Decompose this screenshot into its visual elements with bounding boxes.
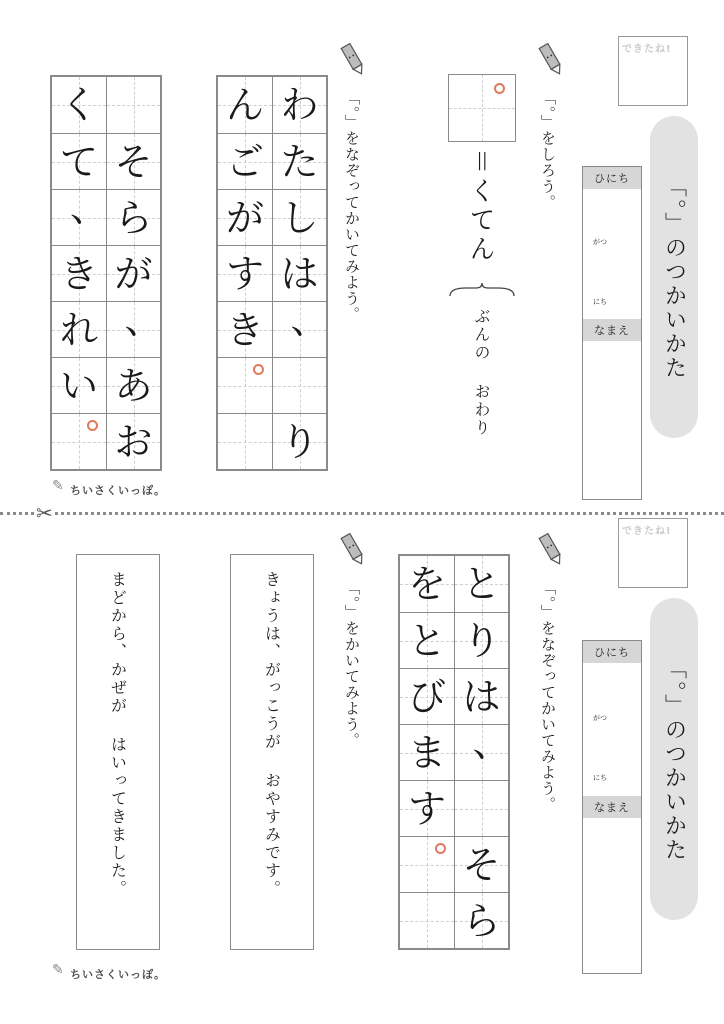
- sentence-text: きょうは、がっこうが おやすみです。: [262, 571, 282, 898]
- grid-cell[interactable]: 、: [273, 301, 326, 357]
- grid-cell[interactable]: [218, 357, 272, 413]
- grid-column: [400, 556, 454, 948]
- grid-cell[interactable]: ん: [218, 77, 272, 133]
- grid-cell[interactable]: [400, 836, 454, 892]
- grid-cell[interactable]: は: [273, 245, 326, 301]
- grid-cell[interactable]: そ: [107, 133, 160, 189]
- grid-cell[interactable]: ご: [218, 133, 272, 189]
- pencil-icon: [536, 530, 566, 568]
- grid-cell[interactable]: わ: [273, 77, 326, 133]
- info-column: [582, 166, 642, 500]
- name-header: なまえ: [583, 796, 641, 818]
- grid-cell[interactable]: り: [455, 612, 508, 668]
- title-text: 「。」のつかいかた: [661, 656, 687, 862]
- pencil-icon: ✎: [52, 962, 64, 978]
- grid-cell[interactable]: す: [218, 245, 272, 301]
- grid-cell[interactable]: が: [218, 189, 272, 245]
- date-header: ひにち: [583, 641, 641, 663]
- practice-grid: [216, 75, 328, 471]
- title-text: 「。」のつかいかた: [661, 174, 687, 380]
- done-checkbox[interactable]: [618, 36, 688, 106]
- pencil-icon: [536, 40, 566, 78]
- grid-cell[interactable]: と: [455, 556, 508, 612]
- worksheet-title: [650, 598, 698, 920]
- grid-cell[interactable]: し: [273, 189, 326, 245]
- grid-cell[interactable]: [52, 413, 106, 469]
- example-word: ＝くてん: [465, 148, 495, 264]
- grid-cell[interactable]: り: [273, 413, 326, 469]
- grid-cell[interactable]: す: [400, 780, 454, 836]
- grid-cell[interactable]: [273, 357, 326, 413]
- practice-grid: [50, 75, 162, 471]
- month-label: がつ: [593, 238, 607, 246]
- grid-cell[interactable]: を: [400, 556, 454, 612]
- brace-icon: [448, 282, 516, 298]
- grid-cell[interactable]: そ: [455, 836, 508, 892]
- grid-cell[interactable]: お: [107, 413, 160, 469]
- practice-grid: [398, 554, 510, 950]
- grid-cell[interactable]: [107, 77, 160, 133]
- info-column: [582, 640, 642, 974]
- grid-cell[interactable]: あ: [107, 357, 160, 413]
- grid-cell[interactable]: び: [400, 668, 454, 724]
- brand-logo: ちいさくいっぽ。: [70, 484, 166, 497]
- grid-cell[interactable]: [455, 780, 508, 836]
- grid-cell[interactable]: れ: [52, 301, 106, 357]
- pencil-icon: [338, 530, 368, 568]
- grid-column: [218, 77, 272, 469]
- grid-cell[interactable]: 、: [455, 724, 508, 780]
- grid-cell[interactable]: て: [52, 133, 106, 189]
- scissors-icon: ✂: [36, 501, 53, 525]
- month-label: がつ: [593, 714, 607, 722]
- grid-column: [272, 77, 329, 469]
- grid-cell[interactable]: と: [400, 612, 454, 668]
- instruction-learn: 「。」をしろう。: [539, 90, 557, 211]
- grid-column: [454, 556, 511, 948]
- brand-logo: ちいさくいっぽ。: [70, 968, 166, 981]
- done-checkbox[interactable]: [618, 518, 688, 588]
- grid-cell[interactable]: が: [107, 245, 160, 301]
- day-label: にち: [593, 774, 607, 782]
- date-header: ひにち: [583, 167, 641, 189]
- grid-cell[interactable]: い: [52, 357, 106, 413]
- writing-frame[interactable]: [76, 554, 160, 950]
- worksheet-title: [650, 116, 698, 438]
- writing-frame[interactable]: [230, 554, 314, 950]
- grid-cell[interactable]: [400, 892, 454, 948]
- instruction-write: 「。」をかいてみよう。: [343, 580, 361, 749]
- instruction-trace: 「。」をなぞってかいてみよう。: [343, 90, 361, 323]
- grid-column: [52, 77, 106, 469]
- done-label: できたね!: [622, 44, 672, 55]
- grid-cell[interactable]: ま: [400, 724, 454, 780]
- sentence-text: まどから、かぜが はいってきました。: [108, 571, 128, 898]
- grid-cell[interactable]: く: [52, 77, 106, 133]
- done-label: できたね!: [622, 526, 672, 537]
- example-note: ぶんの おわり: [472, 308, 491, 437]
- grid-cell[interactable]: 、: [107, 301, 160, 357]
- name-header: なまえ: [583, 319, 641, 341]
- grid-cell[interactable]: は: [455, 668, 508, 724]
- grid-cell[interactable]: 、: [52, 189, 106, 245]
- cut-line: [0, 512, 724, 515]
- grid-cell[interactable]: た: [273, 133, 326, 189]
- pencil-icon: [338, 40, 368, 78]
- period-mark: [494, 83, 505, 94]
- grid-column: [106, 77, 163, 469]
- pencil-icon: ✎: [52, 478, 64, 494]
- instruction-trace: 「。」をなぞってかいてみよう。: [539, 580, 557, 813]
- grid-cell[interactable]: ら: [107, 189, 160, 245]
- grid-cell[interactable]: き: [218, 301, 272, 357]
- example-box: [448, 74, 516, 142]
- grid-cell[interactable]: [218, 413, 272, 469]
- grid-cell[interactable]: ら: [455, 892, 508, 948]
- day-label: にち: [593, 298, 607, 306]
- grid-cell[interactable]: き: [52, 245, 106, 301]
